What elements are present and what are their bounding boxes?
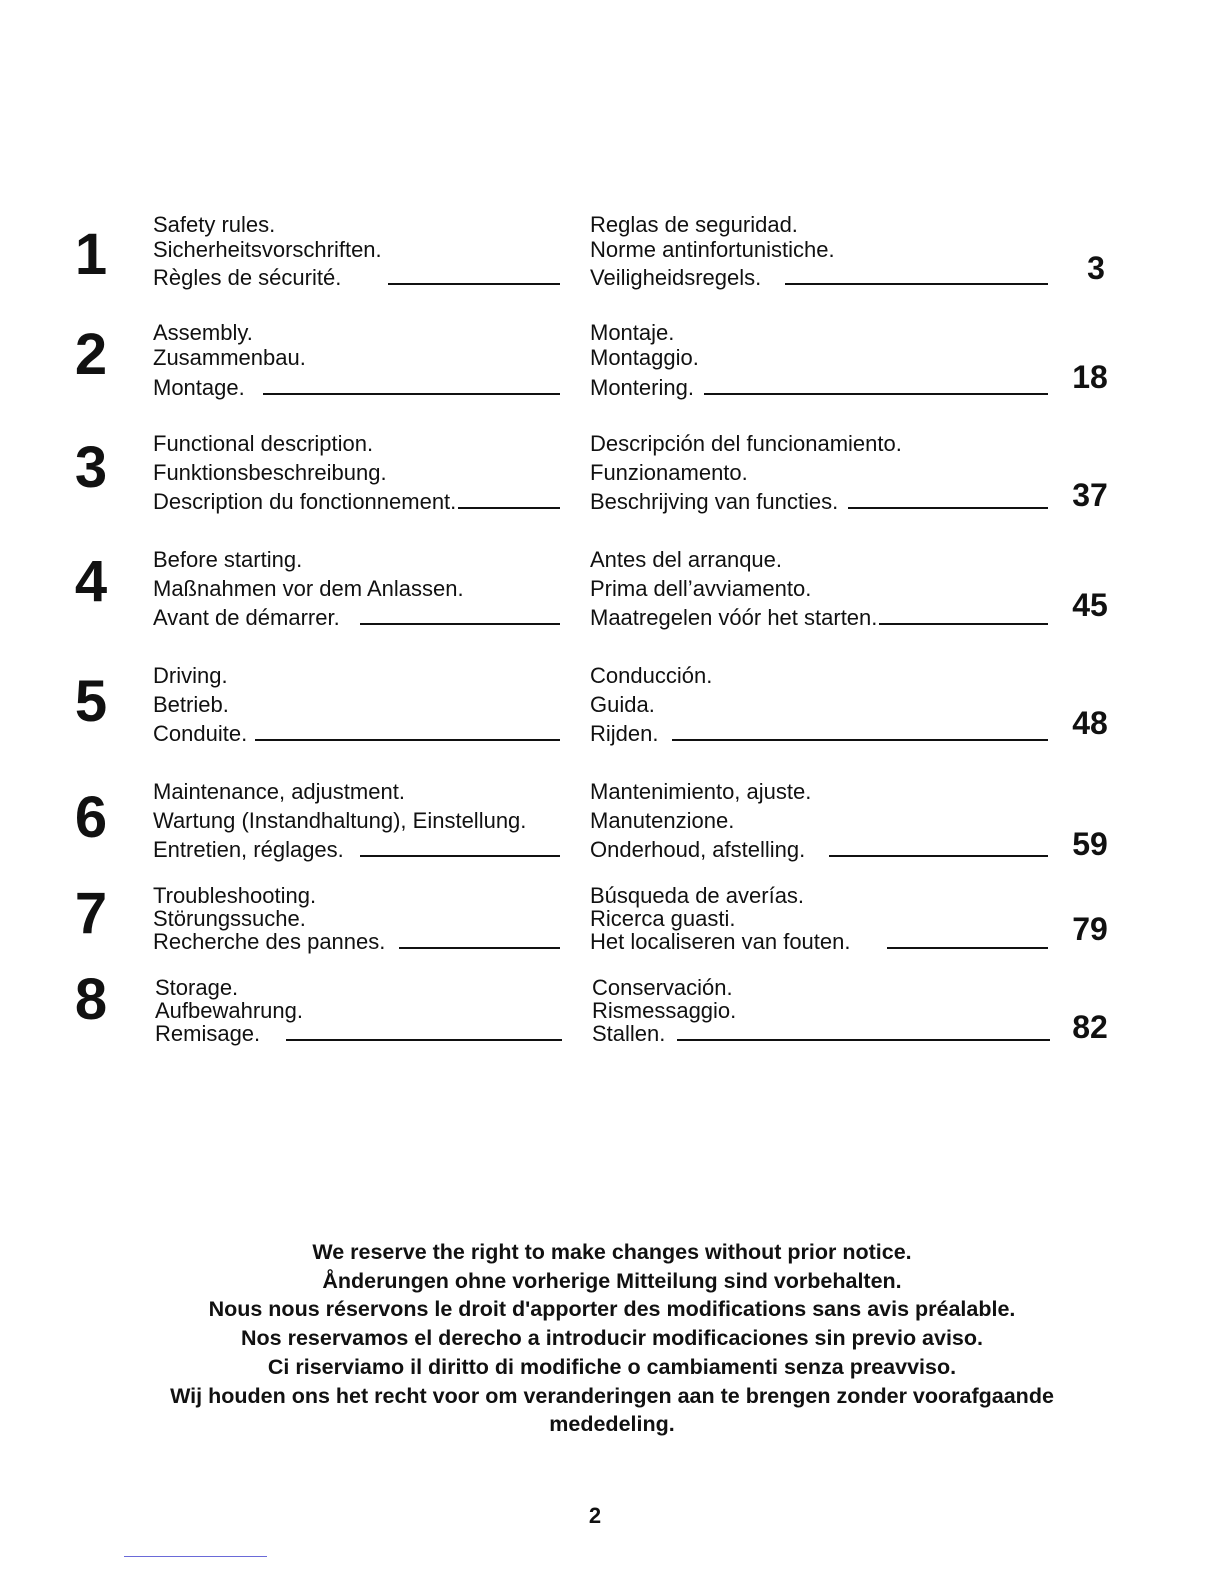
toc-item-en: Before starting. xyxy=(153,547,303,572)
toc-item-nl-line xyxy=(592,1021,1050,1047)
toc-item-fr: Conduite. xyxy=(153,721,248,746)
leader-line xyxy=(887,947,1049,949)
toc-item-es: Búsqueda de averías. xyxy=(590,883,805,908)
toc-item-nl: Montering. xyxy=(590,375,694,400)
toc-item-nl-line xyxy=(590,265,1048,291)
leader-line xyxy=(399,947,560,949)
toc-item-de: Aufbewahrung. xyxy=(155,998,303,1023)
footer-divider xyxy=(124,1556,267,1557)
toc-item-en: Troubleshooting. xyxy=(153,883,317,908)
toc-item-es: Antes del arranque. xyxy=(590,547,783,572)
section-number: 5 xyxy=(74,669,108,734)
section-number: 4 xyxy=(74,549,108,614)
toc-item-nl-line xyxy=(590,605,1048,631)
leader-line xyxy=(360,623,560,625)
toc-item-nl-line xyxy=(590,837,1048,863)
leader-line xyxy=(829,855,1048,857)
toc-item-nl: Rijden. xyxy=(590,721,659,746)
toc-item-nl-line xyxy=(590,489,1048,515)
toc-item-nl-line xyxy=(590,929,1048,955)
toc-item-en: Assembly. xyxy=(153,320,253,345)
toc-item-es: Conservación. xyxy=(592,975,733,1000)
toc-item-es: Reglas de seguridad. xyxy=(590,212,798,237)
toc-item-nl: Beschrijving van functies. xyxy=(590,489,839,514)
leader-line xyxy=(360,855,560,857)
toc-item-fr: Recherche des pannes. xyxy=(153,929,386,954)
leader-line xyxy=(263,393,560,395)
leader-line xyxy=(785,283,1048,285)
toc-item-nl: Het localiseren van fouten. xyxy=(590,929,851,954)
toc-item-nl-line xyxy=(590,721,1048,747)
notice-line-nl: Wij houden ons het recht voor om veranderingen aan te brengen zonder voorafgaande xyxy=(170,1383,1054,1408)
toc-item-de: Zusammenbau. xyxy=(153,345,306,370)
toc-page-number: 48 xyxy=(1072,705,1108,741)
toc-item-nl: Veiligheidsregels. xyxy=(590,265,762,290)
section-number: 1 xyxy=(74,222,108,287)
toc-item-fr-line xyxy=(153,837,560,863)
leader-line xyxy=(388,283,560,285)
leader-line xyxy=(677,1039,1050,1041)
leader-line xyxy=(458,507,560,509)
toc-item-en: Maintenance, adjustment. xyxy=(153,779,405,804)
toc-item-fr-line xyxy=(155,1021,562,1047)
leader-line xyxy=(672,739,1048,741)
toc-page-number: 18 xyxy=(1072,359,1108,395)
toc-item-fr-line xyxy=(153,605,560,631)
toc-page-number: 82 xyxy=(1072,1009,1108,1045)
toc-item-de: Betrieb. xyxy=(153,692,229,717)
section-number: 2 xyxy=(74,322,108,387)
toc-item-fr: Entretien, réglages. xyxy=(153,837,344,862)
notice-line-it: Ci riserviamo il diritto di modifiche o cambiamenti senza preavviso. xyxy=(267,1354,957,1379)
toc-item-de: Sicherheitsvorschriften. xyxy=(153,237,382,262)
toc-item-de: Wartung (Instandhaltung), Einstellung. xyxy=(153,808,527,833)
toc-item-en: Storage. xyxy=(155,975,239,1000)
leader-line xyxy=(704,393,1048,395)
toc-item-it: Montaggio. xyxy=(590,345,699,370)
notice-line-fr: Nous nous réservons le droit d'apporter des modifications sans avis préalable. xyxy=(208,1297,1016,1322)
toc-item-es: Descripción del funcionamiento. xyxy=(590,431,902,456)
toc-item-es: Montaje. xyxy=(590,320,675,345)
leader-line xyxy=(255,739,560,741)
notice-line-es: Nos reservamos el derecho a introducir modificaciones sin previo aviso. xyxy=(240,1326,983,1351)
toc-item-it: Rismessaggio. xyxy=(592,998,737,1023)
toc-item-en: Functional description. xyxy=(153,431,374,456)
toc-item-nl: Maatregelen vóór het starten. xyxy=(590,605,878,630)
toc-item-fr-line xyxy=(153,929,560,955)
toc-page-number: 37 xyxy=(1072,477,1108,513)
toc-item-nl-line xyxy=(590,375,1048,401)
toc-page-number: 59 xyxy=(1072,826,1108,862)
toc-item-en: Driving. xyxy=(153,663,228,688)
leader-line xyxy=(879,623,1048,625)
notice-line-de: Ånderungen ohne vorherige Mitteilung sind vorbehalten. xyxy=(322,1268,902,1293)
toc-item-fr-line xyxy=(153,375,560,401)
leader-line xyxy=(848,507,1048,509)
toc-item-it: Guida. xyxy=(590,692,655,717)
page-number: 2 xyxy=(588,1503,602,1528)
notice-line-en: We reserve the right to make changes without prior notice. xyxy=(312,1240,912,1264)
section-number: 8 xyxy=(74,967,108,1032)
toc-item-en: Safety rules. xyxy=(153,212,276,237)
toc-item-it: Manutenzione. xyxy=(590,808,735,833)
toc-item-fr: Avant de démarrer. xyxy=(153,605,340,630)
section-number: 6 xyxy=(74,785,108,850)
toc-item-fr-line xyxy=(153,489,560,515)
toc-item-es: Mantenimiento, ajuste. xyxy=(590,779,812,804)
section-number: 7 xyxy=(74,881,108,946)
toc-item-fr: Description du fonctionnement. xyxy=(153,489,457,514)
toc-item-de: Störungssuche. xyxy=(153,906,306,931)
leader-line xyxy=(286,1039,562,1041)
disclaimer-notice xyxy=(100,1238,1124,1439)
toc-item-fr: Montage. xyxy=(153,375,245,400)
toc-item-it: Ricerca guasti. xyxy=(590,906,736,931)
section-number: 3 xyxy=(74,435,108,500)
toc-page-number: 79 xyxy=(1072,911,1108,947)
toc-item-it: Prima dell’avviamento. xyxy=(590,576,812,601)
toc-item-fr: Règles de sécurité. xyxy=(153,265,342,290)
toc-page-number: 45 xyxy=(1072,587,1108,623)
toc-item-de: Maßnahmen vor dem Anlassen. xyxy=(153,576,464,601)
toc-item-es: Conducción. xyxy=(590,663,713,688)
toc-item-fr-line xyxy=(153,721,560,747)
toc-item-nl: Stallen. xyxy=(592,1021,666,1046)
toc-item-fr: Remisage. xyxy=(155,1021,261,1046)
toc-item-fr-line xyxy=(153,265,560,291)
toc-item-it: Norme antinfortunistiche. xyxy=(590,237,835,262)
toc-item-it: Funzionamento. xyxy=(590,460,748,485)
toc-item-de: Funktionsbeschreibung. xyxy=(153,460,387,485)
toc-item-nl: Onderhoud, afstelling. xyxy=(590,837,806,862)
notice-line-nl-cont: mededeling. xyxy=(549,1412,675,1437)
toc-page-number: 3 xyxy=(1087,250,1105,286)
